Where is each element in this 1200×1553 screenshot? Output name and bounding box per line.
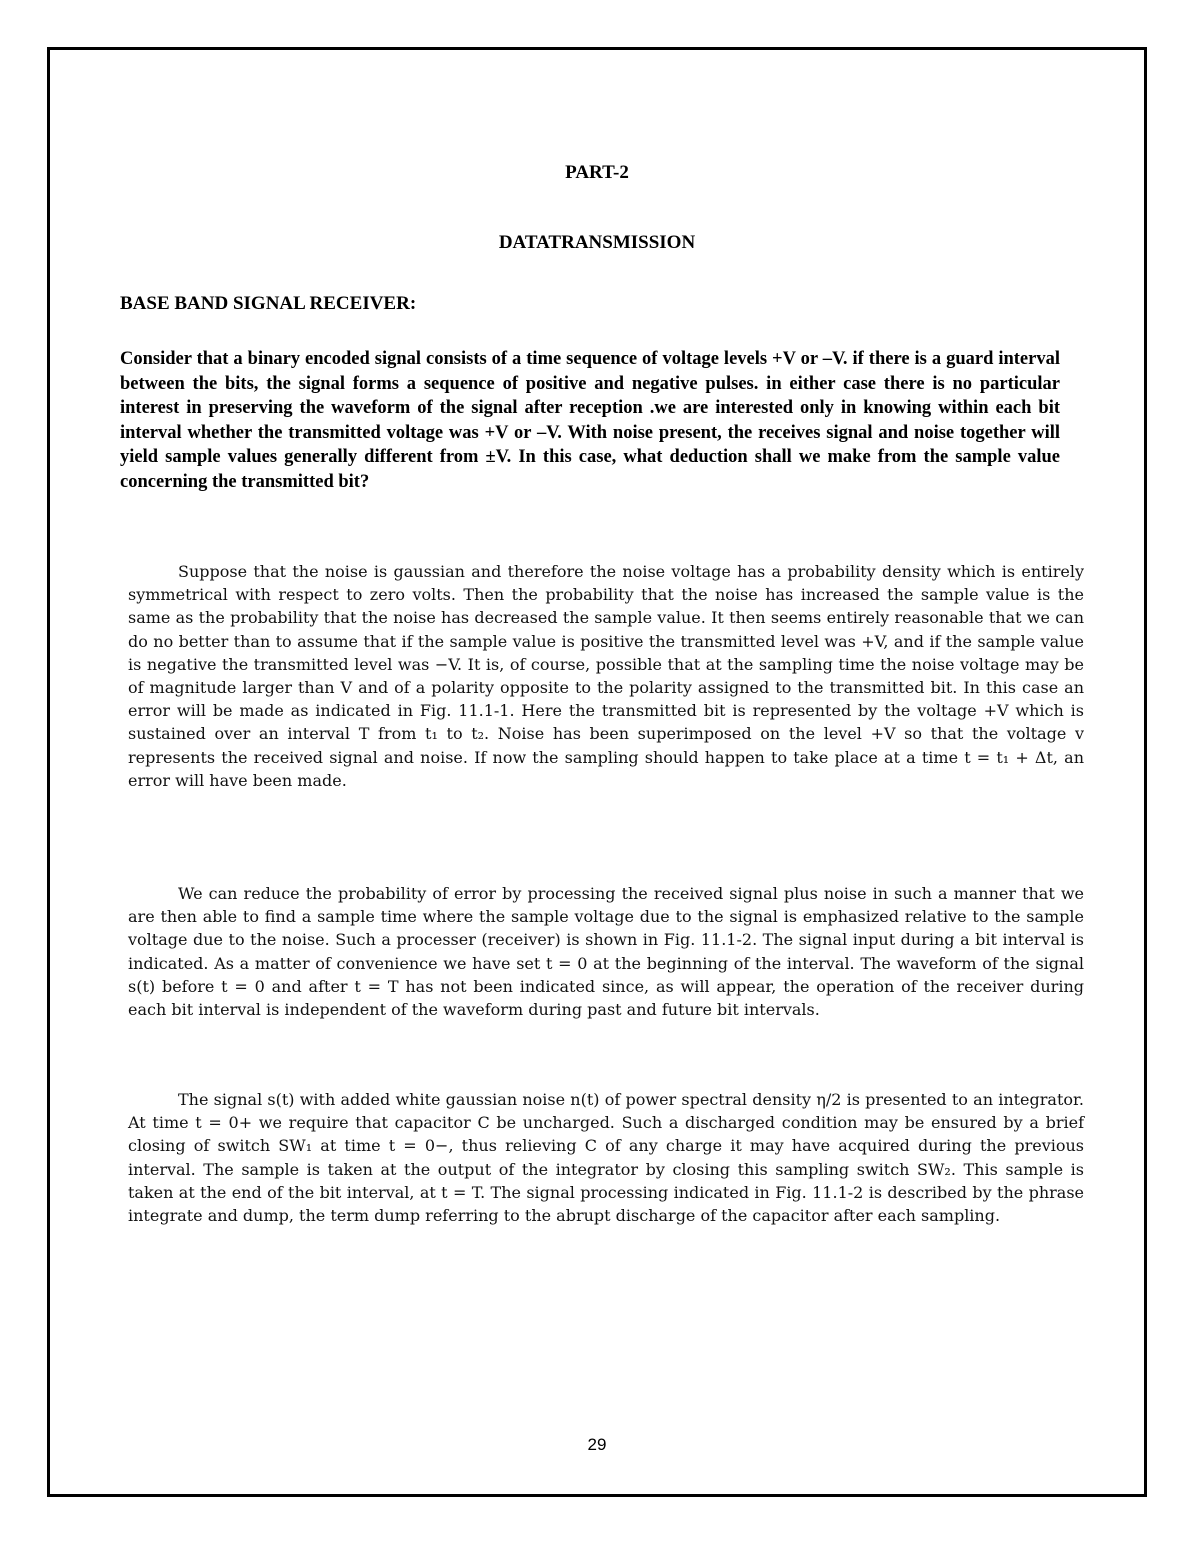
book-paragraph: Suppose that the noise is gaussian and therefore the noise voltage has a probability density which is entirely symmetrical with respect to zero volts. Then the probability that the noise has increased the sample value is the same as the probability that the noise has decreased the sample value. It then seems entirely reasonable that we can do no better than to assume that if the sample value is positive the transmitted level was +V, and if the sample value is negative the transmitted level was −V. It is, of course, possible that at the sampling time the noise voltage may be of magnitude larger than V and of a polarity opposite to the polarity assigned to the transmitted bit. In this case an error will be made as indicated in Fig. 11.1-1. Here the transmitted bit is represented by the voltage +V which is sustained over an interval T from t₁ to t₂. Noise has been superimposed on the level +V so that the voltage v represents the received signal and noise. If now the sampling should happen to take place at a time t = t₁ + Δt, an error will have been made. <box>128 562 1084 790</box>
book-paragraph: We can reduce the probability of error by processing the received signal plus noise in such a manner that we are then able to find a sample time where the sample voltage due to the signal is emphasized relative to the sample voltage due to the noise. Such a processer (receiver) is shown in Fig. 11.1-2. The signal input during a bit interval is indicated. As a matter of convenience we have set t = 0 at the beginning of the interval. The waveform of the signal s(t) before t = 0 and after t = T has not been indicated since, as will appear, the operation of the receiver during each bit interval is independent of the waveform during past and future bit intervals. <box>128 884 1084 1020</box>
section-title: DATATRANSMISSION <box>498 232 696 253</box>
subheading: BASE BAND SIGNAL RECEIVER: <box>120 293 417 314</box>
book-paragraph: The signal s(t) with added white gaussian noise n(t) of power spectral density η/2 is presented to an integrator. At time t = 0+ we require that capacitor C be uncharged. Such a discharged condition may be ensured by a brief closing of switch SW₁ at time t = 0−, thus relieving C of any charge it may have acquired during the previous interval. The sample is taken at the output of the integrator by closing this sampling switch SW₂. This sample is taken at the end of the bit interval, at t = T. The signal processing indicated in Fig. 11.1-2 is described by the phrase integrate and dump, the term dump referring to the abrupt discharge of the capacitor after each sampling. <box>128 1090 1084 1226</box>
page-number: 29 <box>587 1435 607 1454</box>
page-frame <box>47 47 1147 1497</box>
part-title: PART-2 <box>565 162 629 183</box>
intro-paragraph: Consider that a binary encoded signal consists of a time sequence of voltage levels +V or –V. if there is a guard interval between the bits, the signal forms a sequence of positive and negative pulses. in either case there is no particular interest in preserving the waveform of the signal after reception .we are interested only in knowing within each bit interval whether the transmitted voltage was +V or –V. With noise present, the receives signal and noise together will yield sample values generally different from ±V. In this case, what deduction shall we make from the sample value concerning the transmitted bit? <box>120 349 1060 492</box>
